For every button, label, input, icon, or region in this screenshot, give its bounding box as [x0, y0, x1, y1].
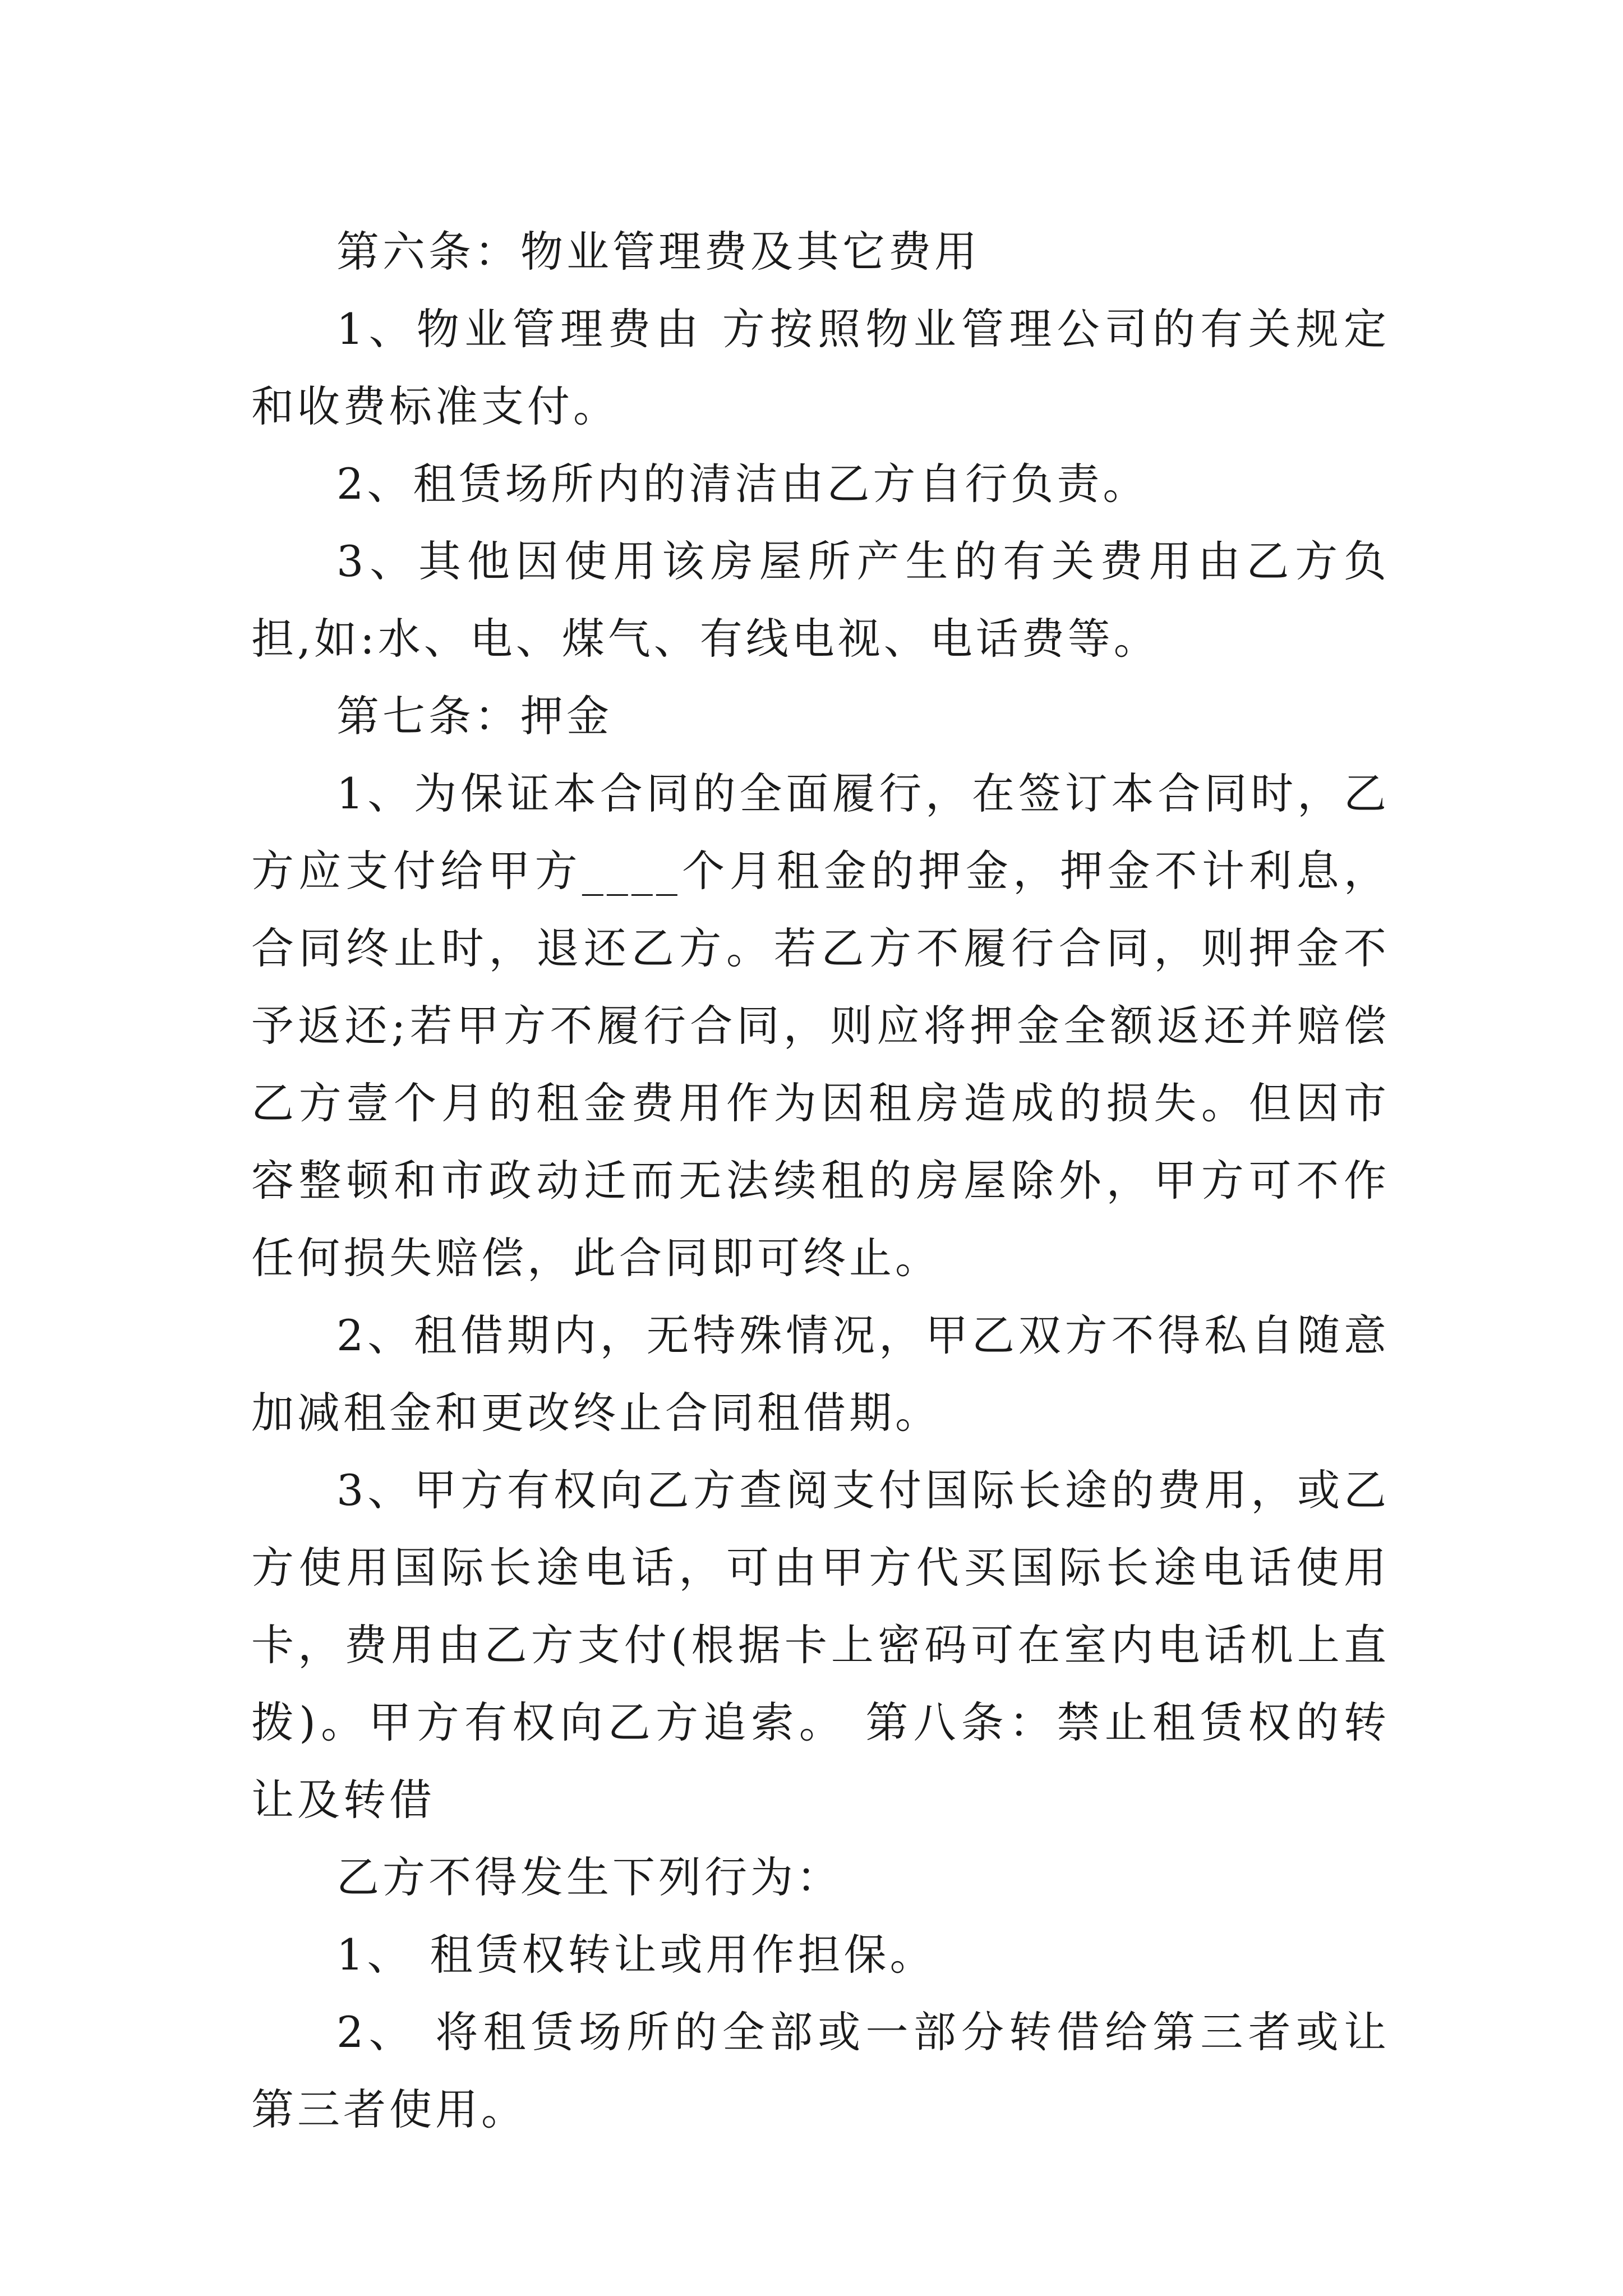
- section-7-clause-1: 1、为保证本合同的全面履行，在签订本合同时，乙方应支付给甲方____个月租金的押金，押金不计利息，合同终止时，退还乙方。若乙方不履行合同，则押金不予返还;若甲方不履行合同，则应将押金全额返还并赔偿乙方壹个月的租金费用作为因租房造成的损失。但因市容整顿和市政动迁而无法续租的房屋除外，甲方可不作任何损失赔偿，此合同即可终止。: [251, 769, 1390, 1283]
- section-7-heading: 第七条：押金: [336, 691, 612, 741]
- section-8-item-2: 2、 将租赁场所的全部或一部分转借给第三者或让第三者使用。: [251, 2007, 1390, 2134]
- section-7-clause-2: 2、租借期内，无特殊情况，甲乙双方不得私自随意加减租金和更改终止合同租借期。: [251, 1310, 1390, 1438]
- section-6-clause-1: 1、物业管理费由 方按照物业管理公司的有关规定和收费标准支付。: [251, 304, 1390, 431]
- section-8-item-1: 1、 租赁权转让或用作担保。: [336, 1930, 936, 1980]
- section-7-clause-3: 3、甲方有权向乙方查阅支付国际长途的费用，或乙方使用国际长途电话，可由甲方代买国际长途电话使用卡，费用由乙方支付(根据卡上密码可在室内电话机上直拨)。甲方有权向乙方追索。 第八条：禁止租赁权的转让及转借: [251, 1465, 1390, 1825]
- section-8-intro: 乙方不得发生下列行为：: [336, 1852, 842, 1902]
- section-6-clause-2: 2、租赁场所内的清洁由乙方自行负责。: [336, 459, 1149, 509]
- document-page: [251, 213, 1390, 2148]
- section-6-clause-3: 3、其他因使用该房屋所产生的有关费用由乙方负担,如:水、电、煤气、有线电视、电话费等。: [251, 536, 1390, 664]
- section-6-heading: 第六条：物业管理费及其它费用: [336, 227, 980, 277]
